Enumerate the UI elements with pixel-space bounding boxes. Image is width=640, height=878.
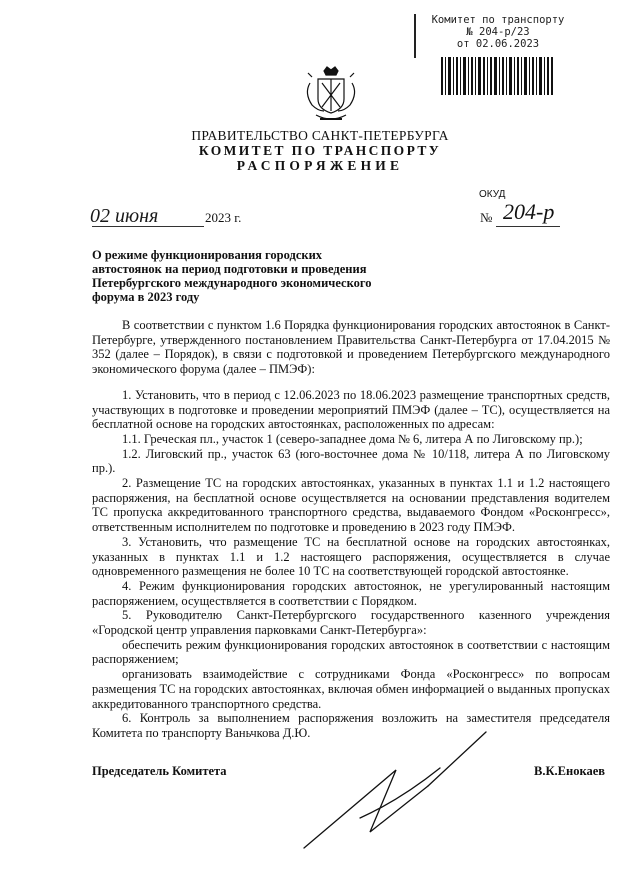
registration-stamp — [418, 14, 578, 50]
clause-1-2: 1.2. Лиговский пр., участок 63 (юго-восточнее дома № 10/118, литера А по Лиговскому пр.). — [92, 446, 610, 476]
okud-label: ОКУД — [479, 189, 506, 200]
date-year: 2023 г. — [205, 210, 242, 225]
clause-5: 5. Руководителю Санкт-Петербургского государственного казенного учреждения «Городской центр управления парковками Санкт-Петербурга»: — [92, 608, 610, 638]
clause-4: 4. Режим функционирования городских автостоянок, не урегулированный настоящим распоряжением, осуществляется в соответствии с Порядком. — [92, 578, 610, 608]
document-body — [92, 318, 610, 741]
handwritten-signature-icon — [300, 720, 490, 860]
stamp-line-committee: Комитет по транспорту — [431, 14, 565, 26]
coat-of-arms-icon — [300, 63, 362, 125]
government-title: ПРАВИТЕЛЬСТВО САНКТ-ПЕТЕРБУРГА — [191, 128, 449, 143]
date-underline — [92, 226, 204, 227]
clause-1-1: 1.1. Греческая пл., участок 1 (северо-западнее дома № 6, литера А по Лиговскому пр.); — [122, 431, 583, 446]
clause-1: 1. Установить, что в период с 12.06.2023 по 18.06.2023 размещение транспортных средств, участвующих в подготовке и проведении мероприятий ПМЭФ (далее – ТС), осуществляется на бесплатной основе на городских автостоянках, расположенных по адресам: — [92, 387, 610, 432]
stamp-line-number: № 204-р/23 — [466, 26, 530, 38]
document-type: РАСПОРЯЖЕНИЕ — [236, 158, 404, 173]
signatory-name: В.К.Енокаев — [534, 764, 606, 778]
handwritten-date: 02 июня — [90, 205, 159, 227]
number-sign: № — [480, 210, 493, 225]
number-underline — [496, 226, 560, 227]
preamble-paragraph: В соответствии с пунктом 1.6 Порядка функционирования городских автостоянок в Санкт-Петербурге, утвержденного постановлением Правительства Санкт-Петербурга от 17.04.2015 № 352 (далее – Порядок), в связи с подготовкой и проведением Петербургского международного экономического форума (далее – ПМЭФ): — [92, 318, 610, 377]
clause-5-item-2: организовать взаимодействие с сотрудниками Фонда «Росконгресс» по вопросам размещения ТС на городских автостоянках, включая обмен информацией о выданных пропусках аккредитованного транспортного средства. — [92, 667, 610, 711]
signatory-position: Председатель Комитета — [92, 764, 227, 778]
clause-2: 2. Размещение ТС на городских автостоянках, указанных в пунктах 1.1 и 1.2 настоящего распоряжения, на бесплатной основе осуществляется на основании представления водителем ТС пропуска аккредитованного транспортного средства, выдаваемого Фондом «Росконгресс», ответственным исполнителем по подготовке и проведению в 2023 году ПМЭФ. — [92, 476, 610, 535]
stamp-line-date: от 02.06.2023 — [456, 38, 540, 50]
document-subject: О режиме функционирования городских автостоянок на период подготовки и проведения Петербургского международного экономического форума в 2023 году — [92, 248, 372, 304]
clause-6: 6. Контроль за выполнением распоряжения возложить на заместителя председателя Комитета по транспорту Ваньчкова Д.Ю. — [92, 711, 610, 740]
clause-3: 3. Установить, что размещение ТС на бесплатной основе на городских автостоянках, указанных в пунктах 1.1 и 1.2 настоящего распоряжения, осуществляется в случае одновременного размещения не более 10 ТС на соответствующей городской автостоянке. — [92, 534, 610, 579]
handwritten-number: 204-р — [503, 199, 555, 224]
committee-title: КОМИТЕТ ПО ТРАНСПОРТУ — [198, 143, 442, 158]
clause-5-item-1: обеспечить режим функционирования городских автостоянок в соответствии с настоящим распоряжением; — [92, 637, 610, 667]
stamp-divider — [414, 14, 416, 58]
barcode — [441, 57, 553, 95]
